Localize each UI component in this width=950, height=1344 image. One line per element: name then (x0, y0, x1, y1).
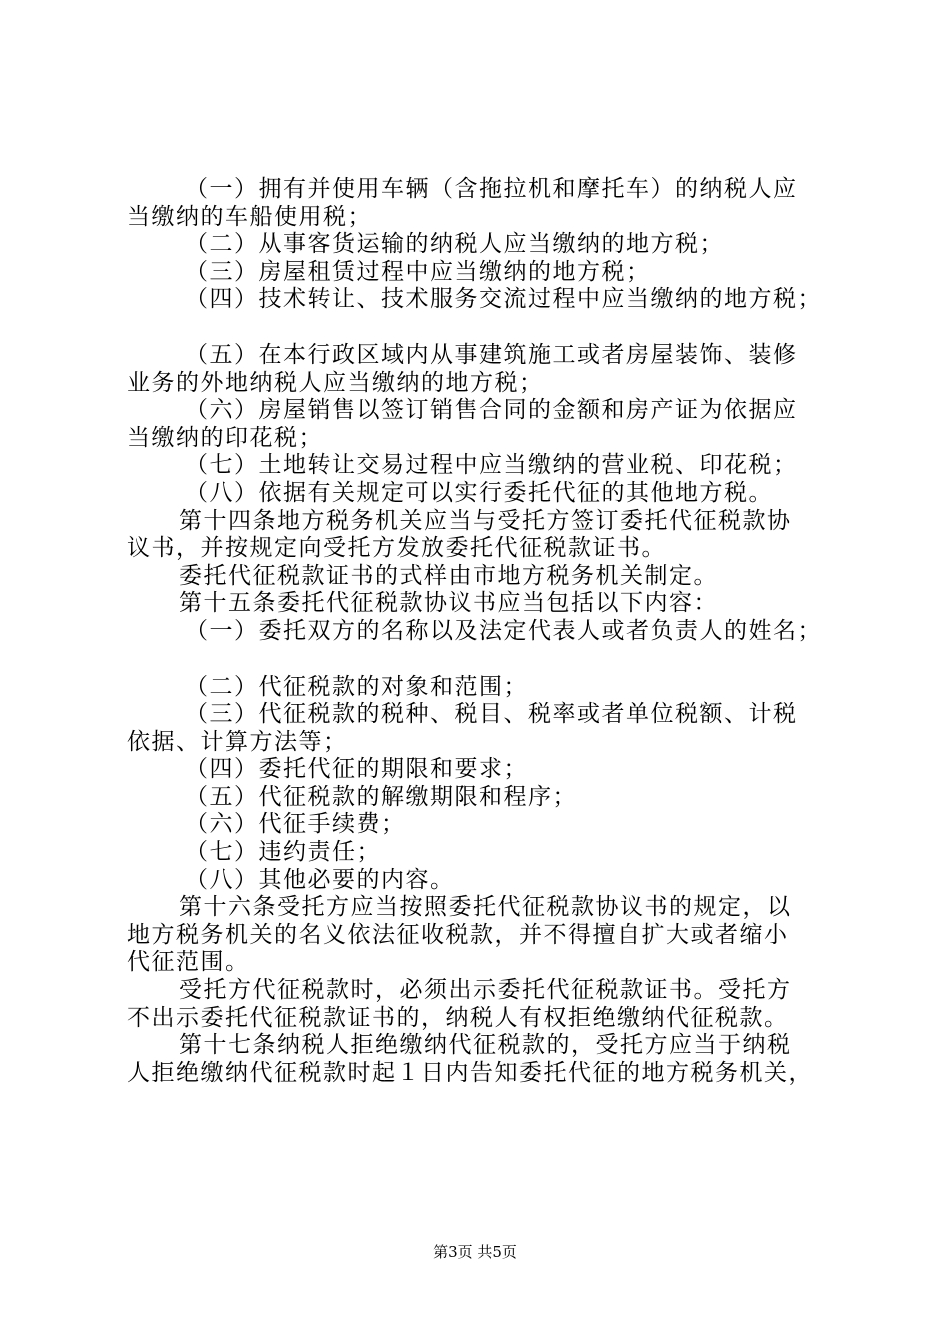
text-line: （七）违约责任； (185, 839, 381, 866)
text-line: （一）拥有并使用车辆（含拖拉机和摩托车）的纳税人应 (185, 176, 798, 202)
document-body (127, 176, 847, 1087)
paragraph-certificate-format (127, 563, 847, 591)
paragraph-item-1b (127, 618, 847, 646)
paragraph-item-3 (127, 259, 847, 287)
text-line: （二）代征税款的对象和范围； (185, 673, 528, 700)
paragraph-item-8 (127, 480, 847, 508)
paragraph-item-1 (127, 176, 847, 231)
text-line: （七）土地转让交易过程中应当缴纳的营业税、印花税； (185, 452, 798, 479)
text-line: 当缴纳的车船使用税； (127, 203, 372, 230)
text-line: 业务的外地纳税人应当缴纳的地方税； (127, 369, 544, 396)
text-line: 人拒绝缴纳代征税款时起１日内告知委托代征的地方税务机关， (127, 1059, 813, 1086)
text-line: （六）房屋销售以签订销售合同的金额和房产证为依据应 (185, 397, 798, 424)
article-14 (127, 508, 847, 563)
paragraph-item-2 (127, 231, 847, 259)
paragraph-gap (127, 314, 847, 342)
paragraph-certificate-display (127, 977, 847, 1032)
paragraph-item-7 (127, 452, 847, 480)
text-line: （四）委托代征的期限和要求； (185, 756, 528, 783)
text-line: 地方税务机关的名义依法征收税款，并不得擅自扩大或者缩小 (127, 921, 789, 948)
paragraph-item-7b (127, 839, 847, 867)
text-line: 第十四条地方税务机关应当与受托方签订委托代征税款协 (179, 507, 792, 534)
text-line: （八）依据有关规定可以实行委托代征的其他地方税。 (185, 479, 773, 506)
text-line: 不出示委托代征税款证书的，纳税人有权拒绝缴纳代征税款。 (127, 1004, 789, 1031)
paragraph-item-4b (127, 756, 847, 784)
paragraph-item-5b (127, 784, 847, 812)
text-line: 第十六条受托方应当按照委托代征税款协议书的规定，以 (179, 894, 792, 921)
text-line: （八）其他必要的内容。 (185, 866, 455, 893)
text-line: 第十七条纳税人拒绝缴纳代征税款的，受托方应当于纳税 (179, 1032, 792, 1059)
page-number: 第3页 共5页 (433, 1243, 517, 1261)
text-line: （一）委托双方的名称以及法定代表人或者负责人的姓名； (185, 617, 822, 644)
text-line: （三）代征税款的税种、税目、税率或者单位税额、计税 (185, 701, 798, 728)
paragraph-item-6b (127, 811, 847, 839)
paragraph-item-3b (127, 701, 847, 756)
text-line: 依据、计算方法等； (127, 728, 348, 755)
text-line: （六）代征手续费； (185, 811, 406, 838)
text-line: （五）代征税款的解缴期限和程序； (185, 783, 577, 810)
article-16 (127, 894, 847, 977)
article-15 (127, 590, 847, 618)
paragraph-item-4 (127, 286, 847, 314)
paragraph-item-5 (127, 342, 847, 397)
text-line: （二）从事客货运输的纳税人应当缴纳的地方税； (185, 231, 724, 258)
text-line: 受托方代征税款时，必须出示委托代征税款证书。受托方 (179, 977, 792, 1004)
text-line: （三）房屋租赁过程中应当缴纳的地方税； (185, 258, 651, 285)
paragraph-item-6 (127, 397, 847, 452)
text-line: 第十五条委托代征税款协议书应当包括以下内容： (179, 590, 718, 617)
paragraph-item-8b (127, 867, 847, 895)
text-line: （四）技术转让、技术服务交流过程中应当缴纳的地方税； (185, 286, 822, 313)
text-line: 议书，并按规定向受托方发放委托代征税款证书。 (127, 535, 666, 562)
text-line: 代征范围。 (127, 949, 250, 976)
text-line: （五）在本行政区域内从事建筑施工或者房屋装饰、装修 (185, 341, 798, 368)
text-line: 当缴纳的印花税； (127, 424, 323, 451)
paragraph-item-2b (127, 674, 847, 702)
paragraph-gap (127, 646, 847, 674)
text-line: 委托代征税款证书的式样由市地方税务机关制定。 (179, 562, 718, 589)
article-17 (127, 1032, 847, 1087)
